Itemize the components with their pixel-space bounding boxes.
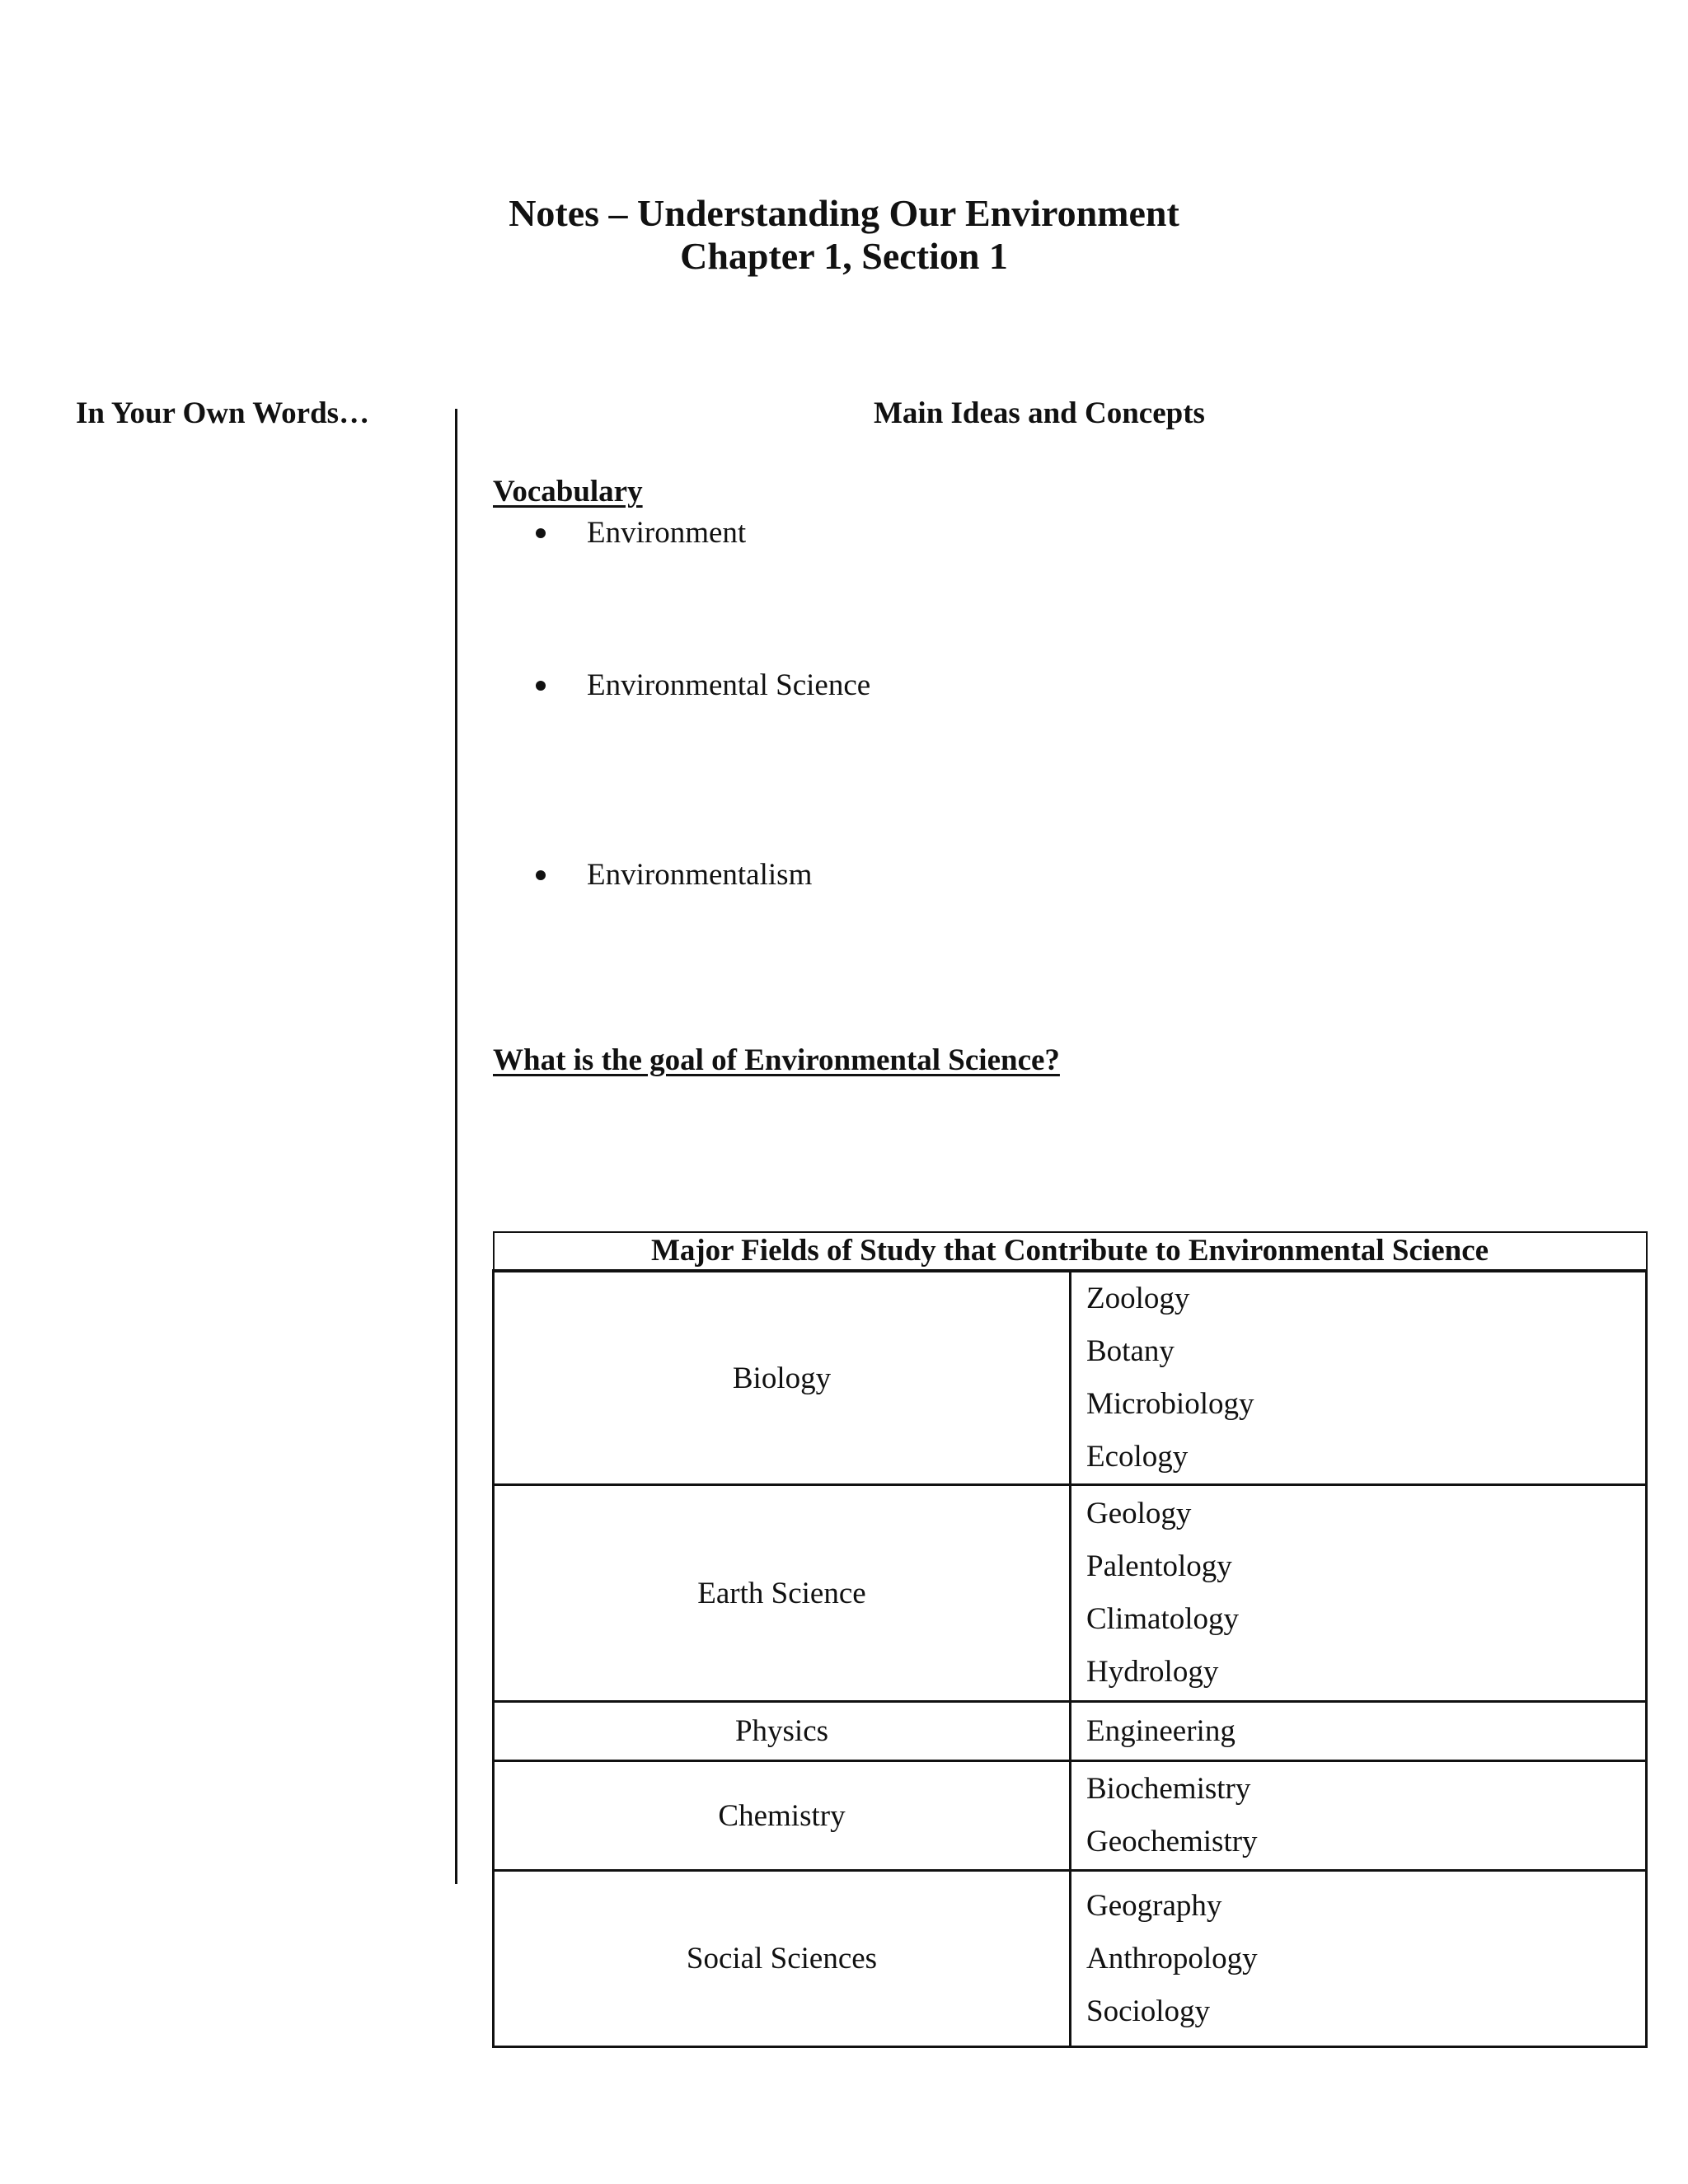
field-name-cell: Chemistry bbox=[494, 1761, 1071, 1871]
field-name-cell: Physics bbox=[494, 1702, 1071, 1761]
vocabulary-heading: Vocabulary bbox=[493, 475, 643, 509]
right-column-heading: Main Ideas and Concepts bbox=[874, 396, 1205, 430]
subfield-item: Engineering bbox=[1086, 1713, 1236, 1748]
subfield-item: Geochemistry bbox=[1086, 1825, 1258, 1858]
subfield-item: Sociology bbox=[1086, 1994, 1211, 2028]
subfields-cell bbox=[1071, 1702, 1647, 1761]
subfield-item: Ecology bbox=[1086, 1440, 1189, 1474]
subfield-item: Geology bbox=[1086, 1497, 1192, 1530]
fields-of-study-table bbox=[492, 1231, 1648, 2048]
subfields-cell bbox=[1071, 1761, 1647, 1871]
subfield-item: Biochemistry bbox=[1086, 1772, 1251, 1806]
column-divider bbox=[455, 409, 457, 1884]
bullet-icon bbox=[536, 528, 546, 538]
table-row bbox=[494, 1761, 1647, 1871]
subfields-cell bbox=[1071, 1485, 1647, 1702]
table-row bbox=[494, 1271, 1647, 1485]
page-subtitle: Chapter 1, Section 1 bbox=[680, 235, 1008, 277]
table-row bbox=[494, 1485, 1647, 1702]
table-row bbox=[494, 1702, 1647, 1761]
subfield-item: Climatology bbox=[1086, 1602, 1239, 1636]
vocabulary-term: Environmentalism bbox=[587, 858, 813, 892]
table-row bbox=[494, 1871, 1647, 2047]
vocabulary-item bbox=[536, 668, 870, 704]
field-name-cell: Earth Science bbox=[494, 1485, 1071, 1702]
field-name-cell: Biology bbox=[494, 1271, 1071, 1485]
left-column-heading: In Your Own Words… bbox=[76, 396, 370, 430]
bullet-icon bbox=[536, 870, 546, 880]
vocabulary-item bbox=[536, 857, 812, 893]
table-caption: Major Fields of Study that Contribute to Environmental Science bbox=[494, 1232, 1647, 1271]
subfield-item: Hydrology bbox=[1086, 1655, 1219, 1689]
vocabulary-term: Environment bbox=[587, 516, 747, 550]
field-name-cell: Social Sciences bbox=[494, 1871, 1071, 2047]
subfield-item: Anthropology bbox=[1086, 1941, 1258, 1975]
goal-question-heading: What is the goal of Environmental Science? bbox=[493, 1043, 1060, 1077]
subfield-item: Zoology bbox=[1086, 1282, 1190, 1315]
vocabulary-term: Environmental Science bbox=[587, 668, 871, 702]
bullet-icon bbox=[536, 681, 546, 691]
page-title: Notes – Understanding Our Environment bbox=[509, 192, 1179, 234]
subfield-item: Microbiology bbox=[1086, 1387, 1254, 1421]
subfields-cell bbox=[1071, 1871, 1647, 2047]
subfield-item: Palentology bbox=[1086, 1549, 1232, 1583]
vocabulary-item bbox=[536, 515, 746, 551]
subfield-item: Botany bbox=[1086, 1334, 1175, 1368]
subfields-cell bbox=[1071, 1271, 1647, 1485]
subfield-item: Geography bbox=[1086, 1888, 1222, 1923]
